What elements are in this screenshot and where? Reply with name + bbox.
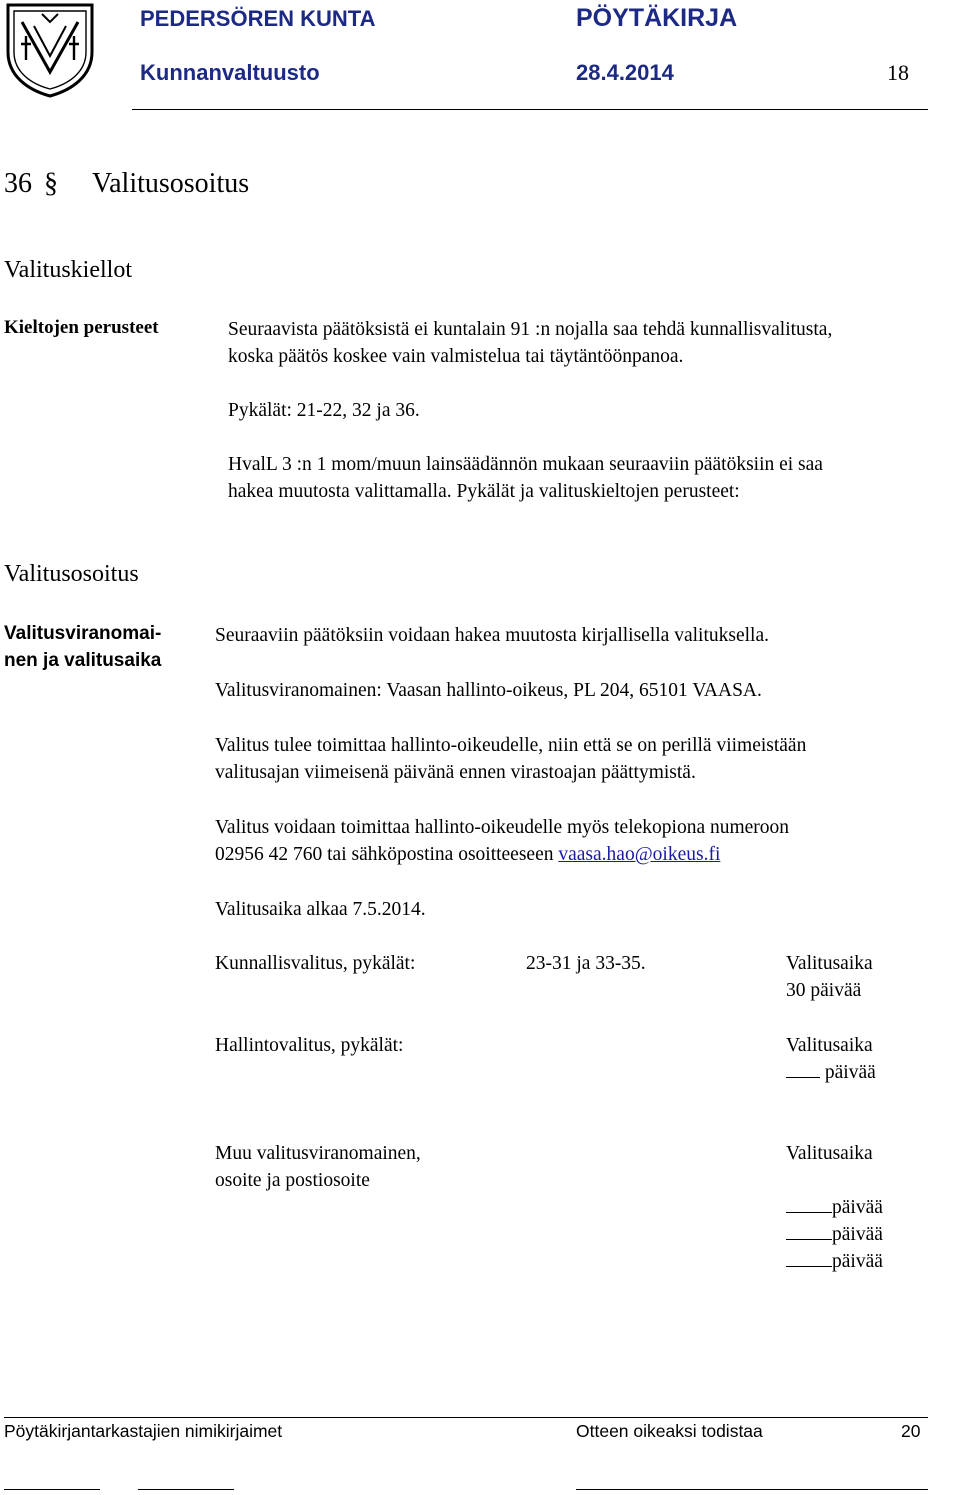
text-line: Valitusviranomai- — [4, 623, 162, 644]
document-type: PÖYTÄKIRJA — [576, 4, 738, 32]
text-fragment: 02956 42 760 tai sähköpostina osoitteeseen — [215, 844, 559, 865]
section-title-text: Valitusosoitus — [92, 168, 250, 199]
text-line: nen ja valitusaika — [4, 650, 162, 671]
signature-line — [4, 1489, 100, 1490]
text-fragment: päivää — [832, 1251, 883, 1272]
text-line — [786, 1221, 883, 1248]
appeal-paragraph-1: Seuraaviin päätöksiin voidaan hakea muutosta kirjallisella valituksella. — [215, 625, 769, 646]
text-fragment: päivää — [832, 1224, 883, 1245]
signature-line — [576, 1489, 928, 1490]
text-line — [215, 841, 789, 868]
appeal-instructions-side-label — [4, 620, 161, 674]
appeal-bans-heading: Valituskiellot — [4, 257, 132, 283]
page-number: 18 — [887, 60, 909, 85]
text-line: koska päätös koskee vain valmistelua tai täytäntöönpanoa. — [228, 346, 684, 367]
text-line: Valitusaika — [786, 1035, 873, 1056]
text-line: osoite ja postiosoite — [215, 1170, 370, 1191]
text-line: hakea muutosta valittamalla. Pykälät ja valituskieltojen perusteet: — [228, 481, 740, 502]
appeal-bans-paragraph-2: Pykälät: 21-22, 32 ja 36. — [228, 400, 420, 421]
appeal-bans-paragraph-3 — [228, 451, 823, 505]
municipal-appeal-label: Kunnallisvalitus, pykälät: — [215, 953, 416, 974]
admin-appeal-label: Hallintovalitus, pykälät: — [215, 1035, 404, 1056]
other-appeal-period — [786, 1140, 883, 1275]
section-symbol: § — [44, 168, 58, 199]
municipality-crest-logo — [4, 2, 96, 98]
appeal-paragraph-2: Valitusviranomainen: Vaasan hallinto-oikeus, PL 204, 65101 VAASA. — [215, 680, 762, 701]
municipal-appeal-period — [786, 950, 873, 1004]
text-line — [786, 1248, 883, 1275]
appeal-bans-side-label: Kieltojen perusteet — [4, 317, 159, 338]
section-number: 36 — [4, 168, 32, 199]
appeal-bans-paragraph-1 — [228, 316, 832, 370]
text-line: valitusajan viimeisenä päivänä ennen virastoajan päättymistä. — [215, 762, 696, 783]
text-line: Valitus tulee toimittaa hallinto-oikeudelle, niin että se on perillä viimeistään — [215, 735, 807, 756]
text-line: Seuraavista päätöksistä ei kuntalain 91 :n nojalla saa tehdä kunnallisvalitusta, — [228, 319, 833, 340]
meeting-body: Kunnanvaltuusto — [140, 60, 320, 85]
text-line — [786, 1194, 883, 1221]
footer-certified-label: Otteen oikeaksi todistaa — [576, 1421, 763, 1441]
municipal-appeal-sections: 23-31 ja 33-35. — [526, 953, 646, 974]
text-line: 30 päivää — [786, 980, 862, 1001]
text-line — [786, 1059, 876, 1086]
admin-appeal-period — [786, 1032, 876, 1086]
signature-line — [138, 1489, 234, 1490]
text-line: Valitusaika — [786, 953, 873, 974]
blank-field — [786, 1194, 832, 1213]
blank-field — [786, 1221, 832, 1240]
text-line: Valitusaika — [786, 1143, 873, 1164]
appeal-paragraph-3 — [215, 732, 806, 786]
blank-field — [786, 1248, 832, 1267]
appeal-period-start: Valitusaika alkaa 7.5.2014. — [215, 899, 426, 920]
municipality-name: PEDERSÖREN KUNTA — [140, 6, 376, 31]
footer-rule — [4, 1417, 928, 1418]
other-appeal-label — [215, 1140, 421, 1194]
blank-field — [786, 1059, 820, 1078]
section-title — [4, 168, 249, 200]
text-line: Muu valitusviranomainen, — [215, 1143, 421, 1164]
text-line: HvalL 3 :n 1 mom/muun lainsäädännön mukaan seuraaviin päätöksiin ei saa — [228, 454, 823, 475]
email-link[interactable]: vaasa.hao@oikeus.fi — [558, 844, 721, 865]
text-fragment: päivää — [832, 1197, 883, 1218]
appeal-paragraph-4 — [215, 814, 789, 868]
appeal-instructions-heading: Valitusosoitus — [4, 561, 139, 587]
text-fragment: päivää — [824, 1062, 876, 1083]
text-line: Valitus voidaan toimittaa hallinto-oikeudelle myös telekopiona numeroon — [215, 817, 790, 838]
footer-initials-label: Pöytäkirjantarkastajien nimikirjaimet — [4, 1421, 283, 1441]
meeting-date: 28.4.2014 — [576, 60, 674, 85]
footer-page-number: 20 — [901, 1421, 921, 1441]
header-rule — [132, 109, 928, 110]
